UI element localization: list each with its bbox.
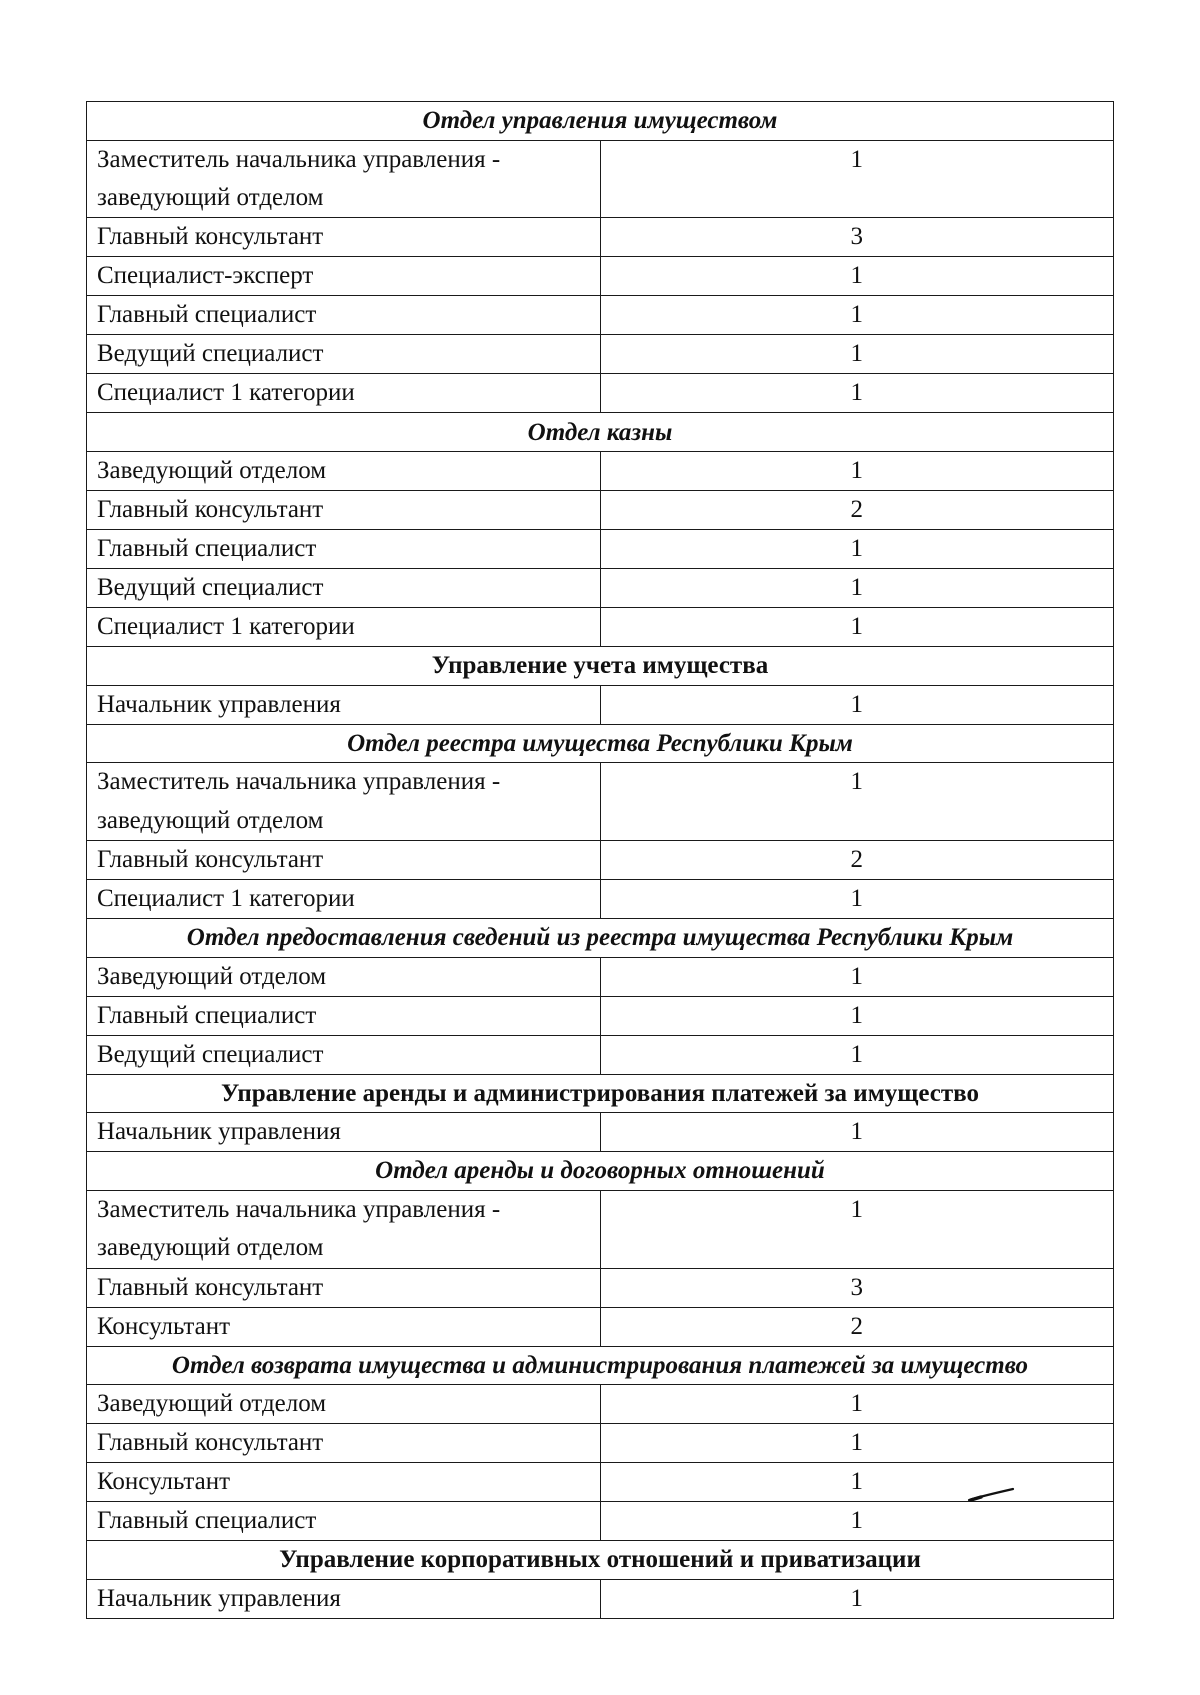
position-cell: Заведующий отделом [87, 452, 601, 491]
position-cell: Главный специалист [87, 996, 601, 1035]
count-cell: 1 [600, 957, 1114, 996]
position-cell: Главный консультант [87, 1268, 601, 1307]
table-row [87, 218, 1114, 257]
section-title: Управление аренды и администрирования платежей за имущество [87, 1074, 1114, 1113]
position-cell: Заведующий отделом [87, 957, 601, 996]
table-row [87, 296, 1114, 335]
position-cell: Специалист-эксперт [87, 257, 601, 296]
section-title: Отдел возврата имущества и администрирования платежей за имущество [87, 1346, 1114, 1385]
position-cell: Заместитель начальника управления - заведующий отделом [87, 1190, 601, 1268]
table-row [87, 1190, 1114, 1268]
section-header-row [87, 647, 1114, 686]
count-cell: 1 [600, 140, 1114, 218]
table-row [87, 140, 1114, 218]
count-cell: 1 [600, 880, 1114, 919]
section-header-row [87, 102, 1114, 141]
position-cell: Ведущий специалист [87, 1035, 601, 1074]
staffing-table-body [87, 102, 1114, 1619]
pen-mark-icon [967, 1487, 1015, 1503]
position-cell: Главный специалист [87, 1502, 601, 1541]
position-cell: Заместитель начальника управления - заведующий отделом [87, 140, 601, 218]
count-cell: 1 [600, 530, 1114, 569]
position-cell: Главный специалист [87, 296, 601, 335]
position-cell: Главный специалист [87, 530, 601, 569]
count-cell: 1 [600, 1579, 1114, 1618]
count-cell: 1 [600, 296, 1114, 335]
position-cell: Главный консультант [87, 491, 601, 530]
table-row [87, 996, 1114, 1035]
count-cell: 1 [600, 1113, 1114, 1152]
position-cell: Специалист 1 категории [87, 374, 601, 413]
table-row [87, 957, 1114, 996]
position-cell: Начальник управления [87, 685, 601, 724]
count-cell: 1 [600, 1035, 1114, 1074]
table-row [87, 1268, 1114, 1307]
position-cell: Ведущий специалист [87, 335, 601, 374]
section-header-row [87, 919, 1114, 958]
section-header-row [87, 724, 1114, 763]
table-row [87, 1307, 1114, 1346]
table-row [87, 452, 1114, 491]
section-header-row [87, 1152, 1114, 1191]
position-cell: Главный консультант [87, 841, 601, 880]
section-title: Отдел управления имуществом [87, 102, 1114, 141]
count-cell: 2 [600, 841, 1114, 880]
count-cell: 1 [600, 335, 1114, 374]
count-cell: 3 [600, 218, 1114, 257]
position-cell: Ведущий специалист [87, 569, 601, 608]
table-row [87, 1463, 1114, 1502]
position-cell: Начальник управления [87, 1579, 601, 1618]
position-cell: Главный консультант [87, 218, 601, 257]
section-header-row [87, 1346, 1114, 1385]
count-cell: 1 [600, 1463, 1114, 1502]
table-row [87, 685, 1114, 724]
count-cell: 1 [600, 996, 1114, 1035]
count-cell: 1 [600, 1424, 1114, 1463]
table-row [87, 1502, 1114, 1541]
position-cell: Заведующий отделом [87, 1385, 601, 1424]
section-header-row [87, 1074, 1114, 1113]
table-row [87, 491, 1114, 530]
table-row [87, 880, 1114, 919]
position-cell: Специалист 1 категории [87, 608, 601, 647]
count-cell: 1 [600, 1385, 1114, 1424]
table-row [87, 335, 1114, 374]
count-cell: 1 [600, 257, 1114, 296]
count-cell: 1 [600, 1190, 1114, 1268]
section-title: Управление корпоративных отношений и приватизации [87, 1541, 1114, 1580]
table-row [87, 763, 1114, 841]
section-title: Управление учета имущества [87, 647, 1114, 686]
table-row [87, 257, 1114, 296]
count-cell: 1 [600, 1502, 1114, 1541]
table-row [87, 530, 1114, 569]
section-header-row [87, 413, 1114, 452]
section-header-row [87, 1541, 1114, 1580]
position-cell: Консультант [87, 1307, 601, 1346]
count-cell: 3 [600, 1268, 1114, 1307]
section-title: Отдел казны [87, 413, 1114, 452]
count-cell: 1 [600, 685, 1114, 724]
position-cell: Специалист 1 категории [87, 880, 601, 919]
table-row [87, 374, 1114, 413]
section-title: Отдел аренды и договорных отношений [87, 1152, 1114, 1191]
count-cell: 1 [600, 452, 1114, 491]
count-cell: 2 [600, 1307, 1114, 1346]
table-row [87, 1113, 1114, 1152]
count-cell: 1 [600, 374, 1114, 413]
count-cell: 1 [600, 569, 1114, 608]
position-cell: Начальник управления [87, 1113, 601, 1152]
table-row [87, 1579, 1114, 1618]
count-cell: 2 [600, 491, 1114, 530]
table-row [87, 841, 1114, 880]
count-cell: 1 [600, 608, 1114, 647]
table-row [87, 569, 1114, 608]
table-row [87, 1424, 1114, 1463]
table-row [87, 1385, 1114, 1424]
table-row [87, 608, 1114, 647]
staffing-table [86, 101, 1114, 1619]
position-cell: Консультант [87, 1463, 601, 1502]
section-title: Отдел реестра имущества Республики Крым [87, 724, 1114, 763]
section-title: Отдел предоставления сведений из реестра имущества Республики Крым [87, 919, 1114, 958]
count-cell: 1 [600, 763, 1114, 841]
position-cell: Главный консультант [87, 1424, 601, 1463]
table-row [87, 1035, 1114, 1074]
position-cell: Заместитель начальника управления - заведующий отделом [87, 763, 601, 841]
